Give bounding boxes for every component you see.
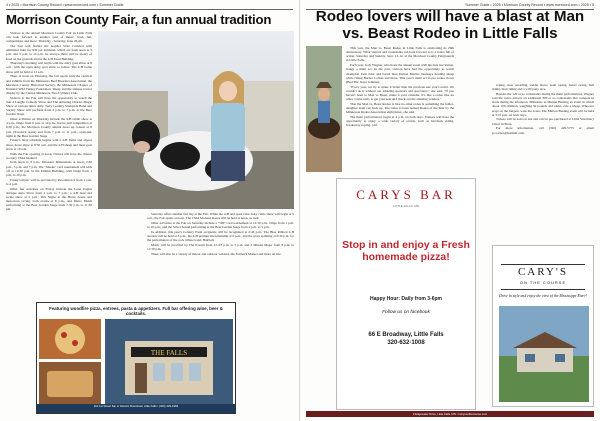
left-article-column-1: [6, 31, 92, 299]
the-falls-ad-headline: Featuring woodfire pizza, entrees, pasta & appetizers. Full bar offering wine, beer & cocktails.: [49, 306, 223, 317]
rodeo-photo: [306, 46, 342, 172]
the-falls-ad-photos: [39, 319, 233, 404]
paragraph: Music will be provided by The Krearn from 12-4:5 p.m. to 5 p.m. and 5 Minute Major from 8 p.m. to 11:30 p.m.: [147, 242, 294, 252]
right-page: [300, 0, 600, 421]
the-falls-ad: [36, 302, 236, 414]
carys-on-the-course-ad: [492, 245, 594, 407]
paragraph: Friday's music will be provided by Revolution 9 from 1 p.m. to 4 p.m.: [6, 177, 92, 186]
carys-bar-happy-hour: Happy Hour: Daily from 3-6pm: [370, 296, 442, 302]
right-article-column-2: [492, 83, 594, 233]
carys-course-footer-strip: 3 Edgewater Drive, Little Falls, MN • Carysonthecourse.com: [306, 411, 594, 417]
paragraph: Thursday's morning will begin with the dairy goat show at 8 a.m., with the open dairy goat show to follow. The 4-H swine show will be held at 11 a.m.: [6, 61, 92, 74]
carys-bar-ad: [336, 178, 476, 410]
fair-photo: [98, 31, 294, 209]
paragraph: Other fun activities on Friday include the Lone Eagles Antique Auto Show from 2 p.m. to 7 p.m.; a 4-H beef and swine show at 5 p.m.; Tim Nigbo at the Horse Arena and motocross racing, both events at 8 p.m., and Metro Finish performing at the Beer Garden Stage from 7:30 p.m. to 11:30 pm.: [6, 186, 92, 212]
paragraph: The main performances begin at 4 p.m. on both days. Visitors will have the opportunity to enjoy a wide variety of events, such as bareback riding, breakaway roping, calf: [346, 114, 454, 128]
paragraph: Other activities at the Fair on Saturday include a "500" card tournament at 12:30 p.m., bingo from 1 p.m. to 10 p.m., and the Silver Sound performing at the Beer Garden Stage from 2 p.m. to 5 p.m.: [147, 220, 294, 230]
fair-photo-illustration: [98, 31, 294, 209]
paragraph: Then, at noon on Thursday, the fair opens with the carnival and exhibits from the Minnesota Beef Breeders Association, the Morrison County Historical Society, the Minnesota Chapter of National Wild Turkey Federation. Sheep and the antique tractor display by the Central Minnesota Two-Cylinder Club.: [6, 74, 92, 95]
the-falls-ad-footer: 112 1st Street SE, in Historic Downtown Little Falls • (320) 429-1984: [37, 404, 235, 413]
paragraph: Saturday offers another fun day at the Fair. While the 4-H and open class dairy cattle show will begin at 9 a.m., the Fair opens at noon. The CMA Monster Races will be held at noon, as well.: [147, 212, 294, 221]
paragraph: Besides the 120 or so contestants during the main performances, Wagner said the rodeo attracts an additional 300 or so contestants that compete in slack during the afternoon. Miniature to Mutton Busting an event in which about 100 children, weighing 50 pounds and under, ride a sheep. Whoever stays on the longest, wins the event. The Mutton Busting event will be held at 3:15 p.m. on both days.: [492, 91, 594, 117]
paragraph: Visitors to the Fair will have the opportunity to watch the Sun 4 Laughs Comedy Show and The Amazing Charles Magic Show at various times daily. Terry Country Stampede Band and Variety Show will perform from 4 p.m. to 7 p.m. at the Beer Garden Stage.: [6, 95, 92, 117]
carys-bar-address: 66 E Broadway, Little Falls: [368, 332, 444, 338]
svg-text:THE FALLS: THE FALLS: [150, 349, 188, 357]
right-article-column-1: [346, 46, 454, 174]
carys-bar-facebook: Follow us on facebook: [382, 310, 430, 315]
right-headline: Rodeo lovers will have a blast at Man vs. Beast Rodeo in Little Falls: [315, 8, 585, 42]
left-headline: Morrison County Fair, a fun annual tradition: [6, 12, 272, 27]
left-article-column-2: [147, 212, 294, 298]
paragraph: The Fair will feature the Gopher State Carnival with unlimited rides for $30 per armband, which are from noon to 5 p.m. and 5 p.m. to 10 p.m. As always, there will be plenty of food on the grounds and in the 4-H Food Building.: [6, 44, 92, 61]
paragraph: roping, steer wrestling, saddle bronc, team roping, barrel racing, bull riding, mutt riding and a wild pony race.: [492, 83, 594, 92]
paragraph: Each year, Jody Wagner, who hosts the annual event with his dad, Joe Varner, brings a main act. In the past, visitors have had the opportunity to watch champion trick rider and barrel man Dalton Martin, monkeys herding sheep while riding Border Collies and more. This year's main act to pro rodeo clown (Bud The Jester Jenkins).: [346, 63, 454, 84]
paragraph: Other activities on Thursday include the 4-H rabbit show at 4 p.m., bingo from 6 p.m. to 10 p.m., tractor pull competition at 6:30 p.m.; the Morrison County animal dress up contest at 8 p.m. (livestock arena) and from 7 p.m. to 11 p.m., open-mic night at the Beer Garden Stage.: [6, 117, 92, 138]
carys-course-tagline: ON THE COURSE: [519, 280, 567, 285]
carys-bar-logo: CARYS BAR: [356, 187, 456, 202]
paragraph: Visitors to the annual Morrison County Fair in Little Falls can look forward to another year of music, food, fun, competitions and more. Thursday - Saturday, June 26-29.: [6, 31, 92, 44]
paragraph: "Every year, we try to make it better than the previous one year's event. We couldn't do it without our amazing sponsors and spectators," she said. "If you haven't been to Man vs Beast, make it your calendar. It's like a rodeo like no other. Come early to get your seat and check out the amazing vendors.": [346, 84, 454, 102]
carys-course-tagline-script: Drive in style and enjoy the view of the Mississippi River!: [499, 294, 587, 298]
paragraph: For more information, call (320) 429-5775 or email jo.varner@hotmail.com.: [492, 126, 594, 135]
paragraph: There will also be a variety of indoor and outdoor vendors, the Farmer's Market and more on site.: [151, 251, 282, 256]
carys-course-photo: [499, 306, 589, 402]
carys-bar-address-block: [337, 332, 475, 347]
paragraph: from noon to 8 p.m., Dinosaur Dimensions at noon, 2:30 p.m., 5 p.m. and 7 p.m. The "Smoke" card tournament will kick off at 12:30 p.m. in the Exhibit Building, with bingo from 1 p.m. to 10 p.m.: [6, 160, 92, 177]
paragraph: That the Man vs. Beast Rodeo is like no other rodeo is something the father-daughter team can back up. The rodeo is been named Rodeo of the Year by the Minnesota Rodeo Association eight times, she said.: [346, 101, 454, 115]
carys-course-banner: [501, 264, 585, 290]
carys-bar-location: LITTLE FALLS, MN: [392, 204, 419, 208]
carys-bar-promo: Stop in and enjoy a Fresh homemade pizza!: [342, 239, 470, 263]
left-folio-rule: [6, 9, 293, 10]
carys-bar-phone: 320-632-1008: [387, 339, 425, 346]
paragraph: Walk the Fair opening at noon, visitors will have the chance to enjoy CMA talented: [6, 151, 92, 160]
paragraph: Tickets will be sold on site and can be pre-purchased at Little Veterinary Clinic in Pierz.: [492, 117, 594, 126]
right-folio: Summer Guide • 2025 • Morrison County Record • www.mcrecord.com • 2025 • 5: [465, 3, 594, 7]
carys-course-name: CARY'S: [517, 266, 569, 278]
rodeo-photo-illustration: [306, 46, 342, 172]
left-folio: 4 • 2025 • Morrison County Record • www.mcrecord.com • Summer Guide: [6, 3, 124, 7]
paragraph: Friday's busy schedule begins with a 4-H llama and alpaca show, horse show at 8:30 a.m. and the 4-H sheep and meat goat show at 10 a.m.: [6, 138, 92, 151]
paragraph: In addition, this year's Century Farm recipients will be recognized at 2:45 p.m.. The Blue Ribbon 4-H auction will be held at 3 p.m., the 4-H premier showmanship at 6 p.m., and the grass spinning at 6:30 p.m. for the performance of the rock tribute band, Hairball.: [147, 229, 294, 243]
paragraph: This year, the Man vs. Beast Rodeo in Little Falls is celebrating its 29th anniversary. What visitors and contestants can look forward to is a rodeo full of action, Saturday and Sunday, Sept. 13-14, at the Morrison County Fairgrounds in Little Falls.: [346, 46, 454, 63]
